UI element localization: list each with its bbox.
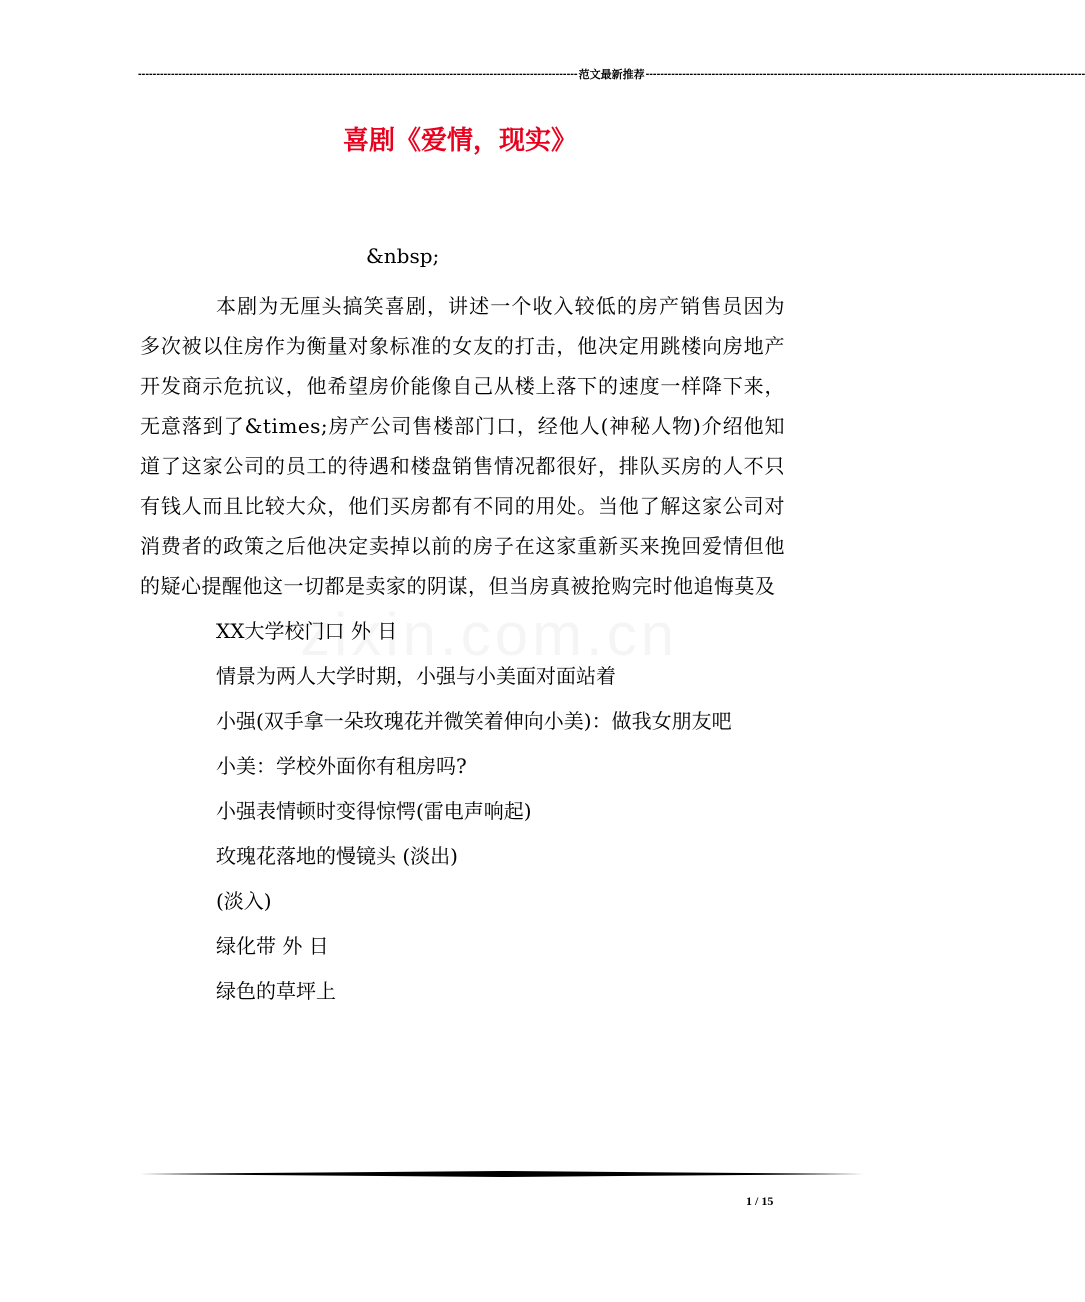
script-line: (淡入)	[216, 889, 272, 913]
script-line: 情景为两人大学时期，小强与小美面对面站着	[216, 664, 616, 688]
nbsp-line: &nbsp;	[366, 244, 440, 268]
script-line: 玫瑰花落地的慢镜头 (淡出)	[216, 844, 458, 868]
document-title: 喜剧《爱情，现实》	[342, 126, 577, 156]
script-line: 绿化带 外 日	[216, 934, 329, 958]
synopsis-paragraph: 本剧为无厘头搞笑喜剧，讲述一个收入较低的房产销售员因为多次被以住房作为衡量对象标准的女友的打击，他决定用跳楼向房地产开发商示危抗议，他希望房价能像自己从楼上落下的速度一样降下来，无意落到了&times;房产公司售楼部门口，经他人(神秘人物)介绍他知道了这家公司的员工的待遇和楼盘销售情况都很好，排队买房的人不只有钱人而且比较大众，他们买房都有不同的用处。当他了解这家公司对消费者的政策之后他决定卖掉以前的房子在这家重新买来挽回爱情但他的疑心提醒他这一切都是卖家的阴谋，但当房真被抢购完时他追悔莫及	[140, 294, 785, 598]
script-line: 小强(双手拿一朵玫瑰花并微笑着伸向小美)：做我女朋友吧	[216, 709, 732, 733]
page-number: 1 / 15	[746, 1194, 774, 1208]
document-body	[140, 236, 785, 1011]
page-header	[138, 66, 1085, 82]
script-line: 绿色的草坪上	[216, 979, 336, 1003]
script-line: 小美：学校外面你有租房吗?	[216, 754, 467, 778]
script-line: XX大学校门口 外 日	[216, 619, 398, 643]
header-label: 范文最新推荐	[578, 69, 645, 81]
footer-divider	[140, 1170, 864, 1178]
script-line: 小强表情顿时变得惊愕(雷电声响起)	[216, 799, 532, 823]
header-dash-left: ------------------------------------------------------------------------------------------------------------------------	[138, 68, 578, 80]
header-dash-right: ------------------------------------------------------------------------------------------------------------------------	[645, 68, 1085, 80]
